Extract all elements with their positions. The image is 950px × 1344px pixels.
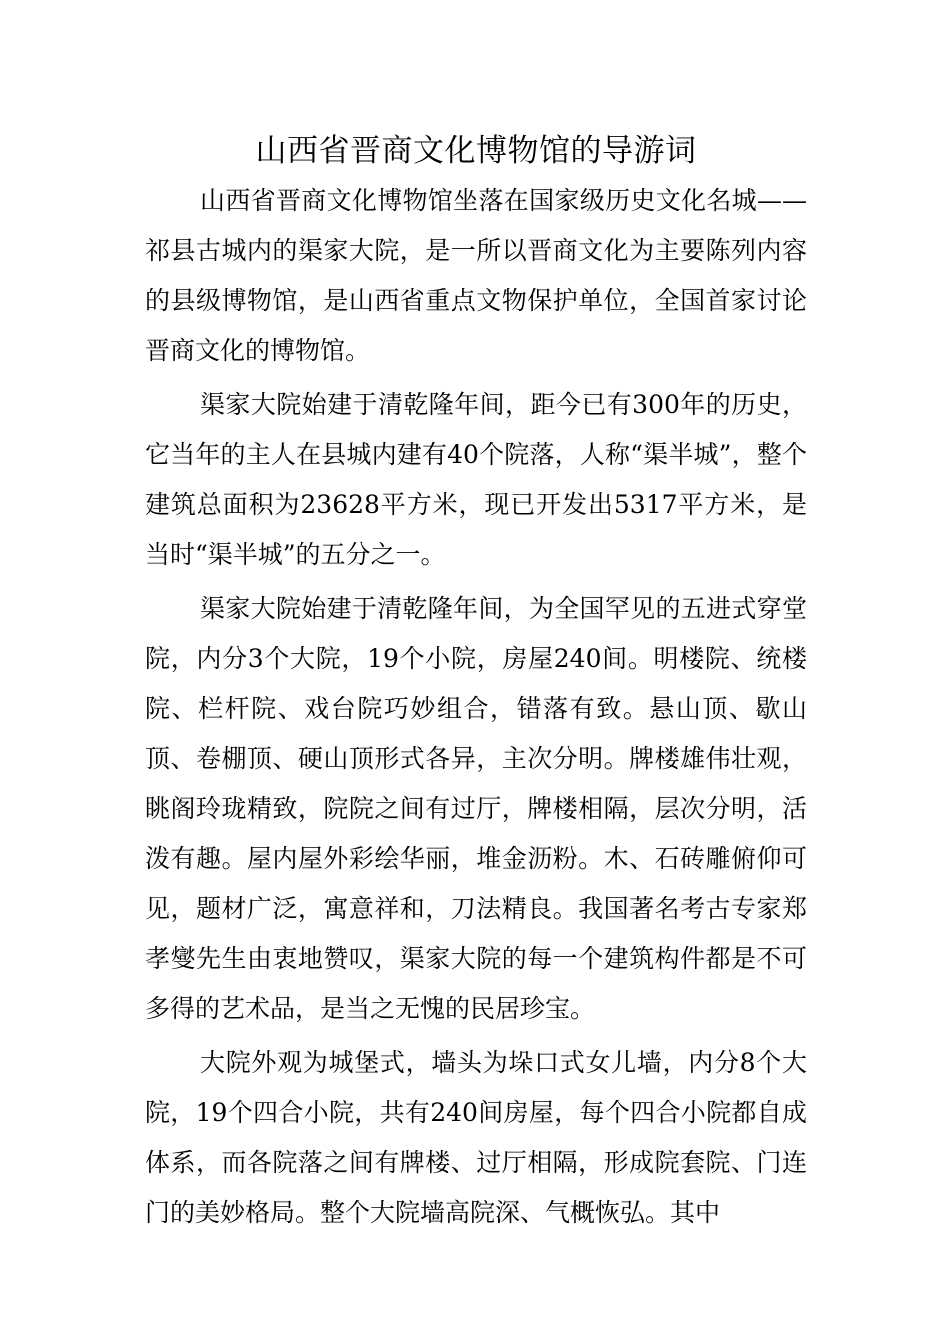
document-page: [145, 126, 807, 1242]
paragraph-1: 山西省晋商文化博物馆坐落在国家级历史文化名城——祁县古城内的渠家大院，是一所以晋商文化为主要陈列内容的县级博物馆，是山西省重点文物保护单位，全国首家讨论晋商文化的博物馆。: [145, 186, 807, 365]
document-title: 山西省晋商文化博物馆的导游词: [255, 133, 697, 169]
paragraph-2: 渠家大院始建于清乾隆年间，距今已有300年的历史，它当年的主人在县城内建有40个院落，人称“渠半城”，整个建筑总面积为23628平方米，现已开发出5317平方米，是当时“渠半城”的五分之一。: [145, 390, 807, 569]
paragraph-3: 渠家大院始建于清乾隆年间，为全国罕见的五进式穿堂院，内分3个大院，19个小院，房屋240间。明楼院、统楼院、栏杆院、戏台院巧妙组合，错落有致。悬山顶、歇山顶、卷棚顶、硬山顶形式各异，主次分明。牌楼雄伟壮观，眺阁玲珑精致，院院之间有过厅，牌楼相隔，层次分明，活泼有趣。屋内屋外彩绘华丽，堆金沥粉。木、石砖雕俯仰可见，题材广泛，寓意祥和，刀法精良。我国著名考古专家郑孝燮先生由衷地赞叹，渠家大院的每一个建筑构件都是不可多得的艺术品，是当之无愧的民居珍宝。: [145, 594, 807, 1023]
paragraph-4: 大院外观为城堡式，墙头为垛口式女儿墙，内分8个大院，19个四合小院，共有240间房屋，每个四合小院都自成体系，而各院落之间有牌楼、过厅相隔，形成院套院、门连门的美妙格局。整个大院墙高院深、气概恢弘。其中: [145, 1048, 807, 1227]
